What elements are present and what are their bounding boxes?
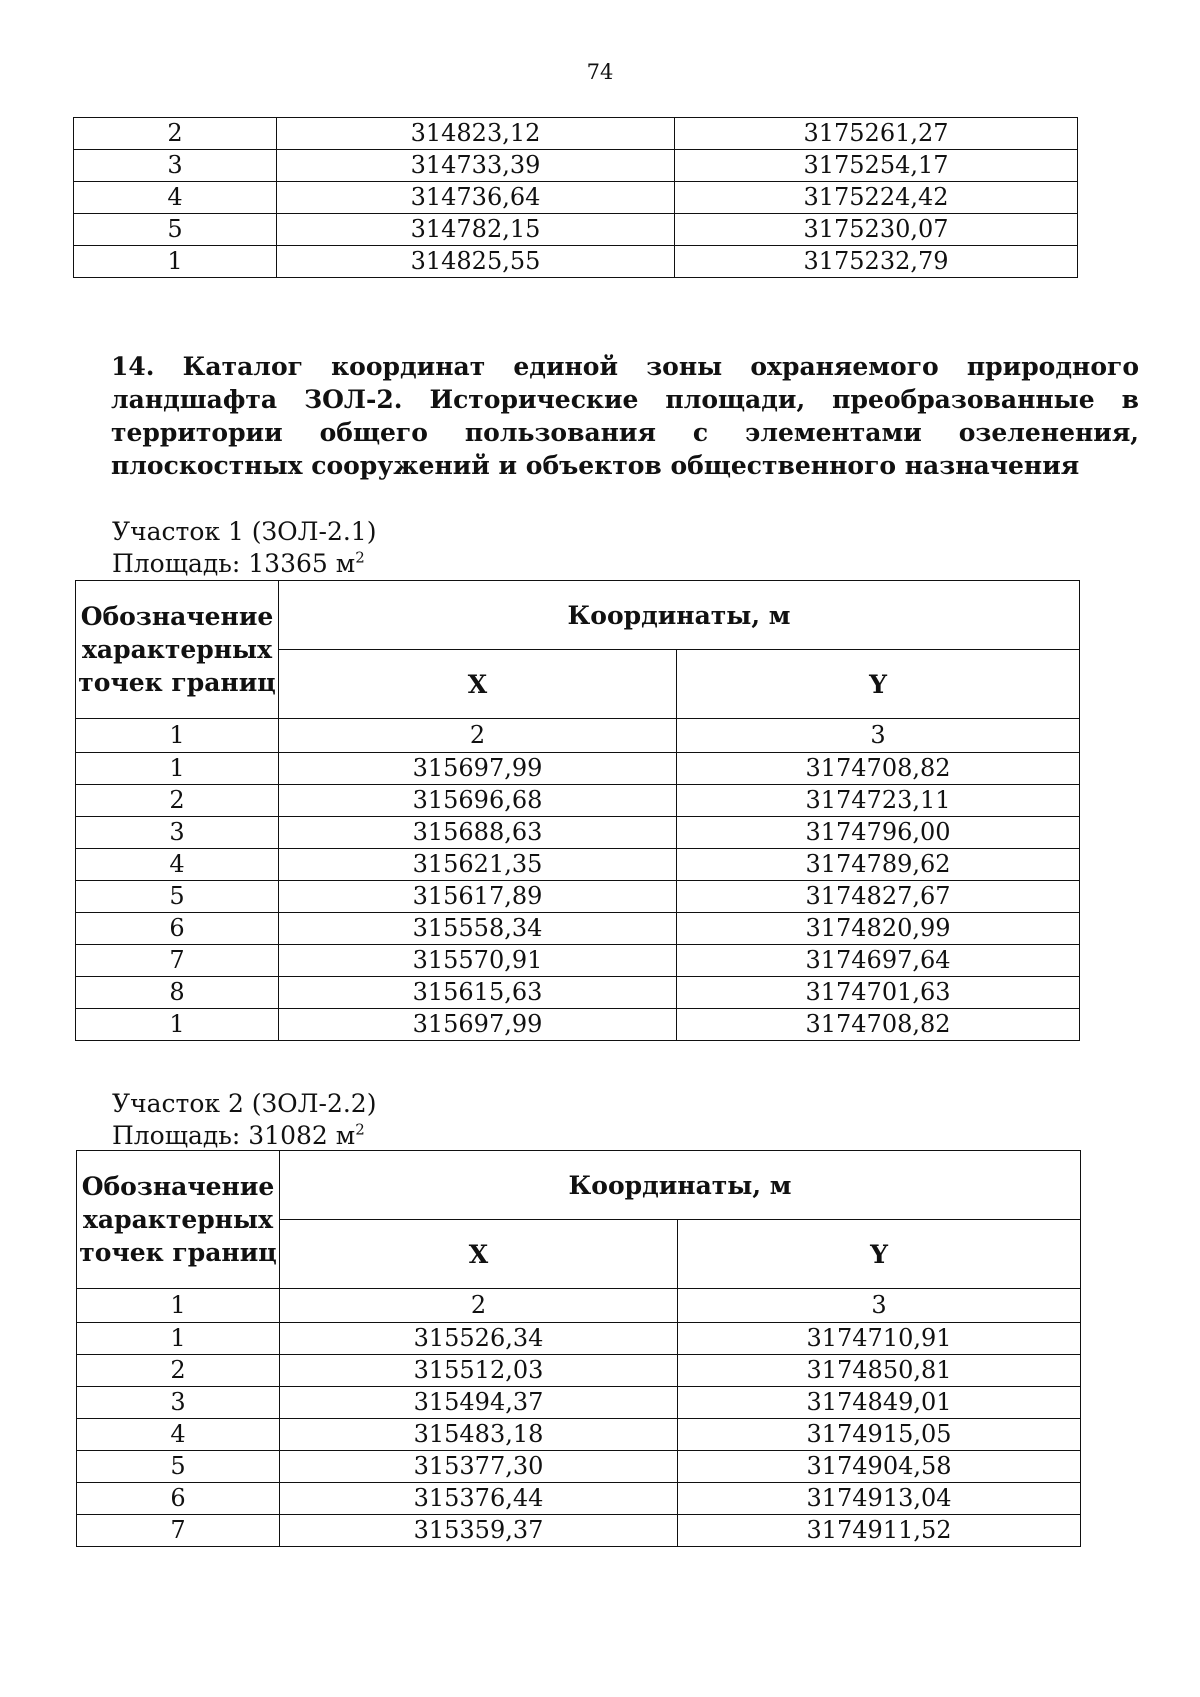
y-coordinate-cell: 3174913,04 [678, 1483, 1081, 1515]
x-coordinate-cell: 315512,03 [280, 1355, 678, 1387]
plot-2-coordinates-table [76, 1150, 1081, 1547]
y-coordinate-cell: 3174915,05 [678, 1419, 1081, 1451]
column-number-row [76, 719, 1080, 753]
column-number: 2 [280, 1289, 678, 1323]
y-coordinate-cell: 3174827,67 [677, 881, 1080, 913]
point-number-cell: 5 [77, 1451, 280, 1483]
y-coordinate-cell: 3175230,07 [675, 214, 1078, 246]
point-number-cell: 1 [74, 246, 277, 278]
point-number-cell: 2 [74, 118, 277, 150]
x-coordinate-cell: 314825,55 [277, 246, 675, 278]
point-number-cell: 3 [74, 150, 277, 182]
y-coordinate-cell: 3174708,82 [677, 1009, 1080, 1041]
x-header: X [279, 650, 677, 719]
area-unit-exponent: 2 [355, 1120, 365, 1139]
x-coordinate-cell: 315617,89 [279, 881, 677, 913]
x-header: X [280, 1220, 678, 1289]
x-coordinate-cell: 315688,63 [279, 817, 677, 849]
table-row [76, 945, 1080, 977]
point-number-cell: 4 [74, 182, 277, 214]
plot-2-info [112, 1088, 376, 1152]
x-coordinate-cell: 315696,68 [279, 785, 677, 817]
x-coordinate-cell: 315558,34 [279, 913, 677, 945]
table-row [76, 785, 1080, 817]
y-coordinate-cell: 3174849,01 [678, 1387, 1081, 1419]
column-number-row [77, 1289, 1081, 1323]
table-row [74, 118, 1078, 150]
y-coordinate-cell: 3174820,99 [677, 913, 1080, 945]
table-row [76, 753, 1080, 785]
plot-title: Участок 1 (ЗОЛ-2.1) [112, 517, 377, 546]
point-label-header: Обозначение характерных точек границ [77, 1151, 280, 1289]
plot-title: Участок 2 (ЗОЛ-2.2) [112, 1089, 377, 1118]
plot-area: Площадь: 31082 м [112, 1121, 356, 1150]
x-coordinate-cell: 314733,39 [277, 150, 675, 182]
plot-1-coordinates-table [75, 580, 1080, 1041]
y-coordinate-cell: 3174796,00 [677, 817, 1080, 849]
y-coordinate-cell: 3174723,11 [677, 785, 1080, 817]
x-coordinate-cell: 315526,34 [280, 1323, 678, 1355]
table-row [74, 150, 1078, 182]
y-coordinate-cell: 3174911,52 [678, 1515, 1081, 1547]
table-row [76, 977, 1080, 1009]
point-number-cell: 2 [77, 1355, 280, 1387]
plot-area: Площадь: 13365 м [112, 549, 356, 578]
point-number-cell: 3 [77, 1387, 280, 1419]
table-row [76, 817, 1080, 849]
x-coordinate-cell: 315377,30 [280, 1451, 678, 1483]
table-row [77, 1515, 1081, 1547]
y-header: Y [678, 1220, 1081, 1289]
table-row [74, 246, 1078, 278]
point-number-cell: 5 [74, 214, 277, 246]
table-row [77, 1323, 1081, 1355]
table-row [74, 182, 1078, 214]
table-row [77, 1419, 1081, 1451]
point-number-cell: 6 [77, 1483, 280, 1515]
point-number-cell: 4 [76, 849, 279, 881]
x-coordinate-cell: 314782,15 [277, 214, 675, 246]
coordinates-header: Координаты, м [280, 1151, 1081, 1220]
point-label-header: Обозначение характерных точек границ [76, 581, 279, 719]
y-header: Y [677, 650, 1080, 719]
section-heading: 14. Каталог координат единой зоны охраняемого природного ландшафта ЗОЛ-2. Исторические площади, преобразованные в территории общего пользования с элементами озеленения, плоскостных сооружений и объектов общественного назначения [111, 352, 1139, 480]
point-number-cell: 8 [76, 977, 279, 1009]
column-number: 1 [76, 719, 279, 753]
coordinates-table-continued [73, 117, 1078, 278]
table-row [77, 1355, 1081, 1387]
x-coordinate-cell: 315483,18 [280, 1419, 678, 1451]
point-number-cell: 4 [77, 1419, 280, 1451]
y-coordinate-cell: 3175254,17 [675, 150, 1078, 182]
coordinates-header: Координаты, м [279, 581, 1080, 650]
x-coordinate-cell: 315359,37 [280, 1515, 678, 1547]
table-row [74, 214, 1078, 246]
table-row [77, 1451, 1081, 1483]
y-coordinate-cell: 3174710,91 [678, 1323, 1081, 1355]
y-coordinate-cell: 3174850,81 [678, 1355, 1081, 1387]
x-coordinate-cell: 315615,63 [279, 977, 677, 1009]
area-unit-exponent: 2 [355, 548, 365, 567]
point-number-cell: 7 [76, 945, 279, 977]
plot-1-info [112, 516, 376, 580]
column-number: 3 [678, 1289, 1081, 1323]
y-coordinate-cell: 3175261,27 [675, 118, 1078, 150]
y-coordinate-cell: 3175224,42 [675, 182, 1078, 214]
table-row [77, 1483, 1081, 1515]
x-coordinate-cell: 314823,12 [277, 118, 675, 150]
x-coordinate-cell: 315376,44 [280, 1483, 678, 1515]
point-number-cell: 6 [76, 913, 279, 945]
page-number: 74 [586, 60, 614, 84]
point-number-cell: 1 [76, 1009, 279, 1041]
y-coordinate-cell: 3174697,64 [677, 945, 1080, 977]
point-number-cell: 1 [76, 753, 279, 785]
x-coordinate-cell: 314736,64 [277, 182, 675, 214]
point-number-cell: 1 [77, 1323, 280, 1355]
column-number: 3 [677, 719, 1080, 753]
y-coordinate-cell: 3174701,63 [677, 977, 1080, 1009]
x-coordinate-cell: 315697,99 [279, 753, 677, 785]
y-coordinate-cell: 3174904,58 [678, 1451, 1081, 1483]
table-row [77, 1387, 1081, 1419]
table-row [76, 881, 1080, 913]
x-coordinate-cell: 315494,37 [280, 1387, 678, 1419]
point-number-cell: 5 [76, 881, 279, 913]
point-number-cell: 7 [77, 1515, 280, 1547]
y-coordinate-cell: 3174789,62 [677, 849, 1080, 881]
table-row [76, 1009, 1080, 1041]
table-row [76, 913, 1080, 945]
x-coordinate-cell: 315697,99 [279, 1009, 677, 1041]
table-row [76, 849, 1080, 881]
column-number: 2 [279, 719, 677, 753]
y-coordinate-cell: 3175232,79 [675, 246, 1078, 278]
y-coordinate-cell: 3174708,82 [677, 753, 1080, 785]
column-number: 1 [77, 1289, 280, 1323]
x-coordinate-cell: 315621,35 [279, 849, 677, 881]
x-coordinate-cell: 315570,91 [279, 945, 677, 977]
point-number-cell: 2 [76, 785, 279, 817]
point-number-cell: 3 [76, 817, 279, 849]
